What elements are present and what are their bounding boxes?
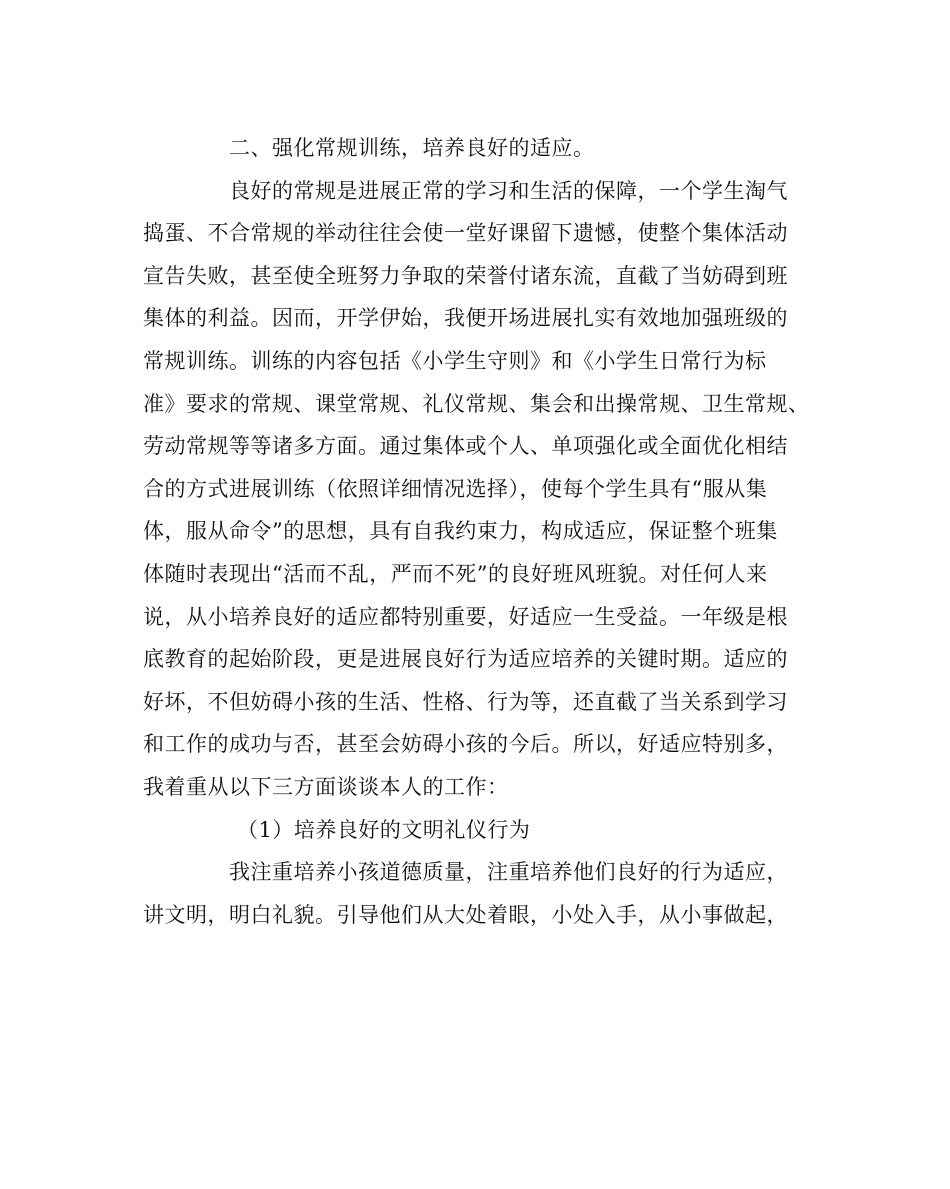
paragraph-line: 体随时表现出“活而不乱，严而不死”的良好班风班貌。对任何人来	[143, 561, 768, 586]
paragraph-line: 劳动常规等等诸多方面。通过集体或个人、单项强化或全面优化相结	[143, 434, 788, 459]
paragraph-line: 和工作的成功与否，甚至会妨碍小孩的今后。所以，好适应特别多，	[143, 732, 788, 757]
paragraph-line: 说，从小培养良好的适应都特别重要，好适应一生受益。一年级是根	[143, 604, 788, 629]
paragraph-line: 集体的利益。因而，开学伊始，我便开场进展扎实有效地加强班级的	[143, 306, 788, 331]
subsection-heading: （1）培养良好的文明礼仪行为	[237, 817, 531, 842]
paragraph-line: 常规训练。训练的内容包括《小学生守则》和《小学生日常行为标	[143, 348, 767, 373]
section-heading: 二、强化常规训练，培养良好的适应。	[229, 136, 595, 160]
paragraph-line: 体，服从命令”的思想，具有自我约束力，构成适应，保证整个班集	[143, 519, 778, 544]
paragraph-line: 准》要求的常规、课堂常规、礼仪常规、集会和出操常规、卫生常规、	[143, 391, 810, 416]
document-body	[143, 127, 810, 936]
paragraph-line: 底教育的起始阶段，更是进展良好行为适应培养的关键时期。适应的	[143, 647, 788, 672]
paragraph-line: 讲文明，明白礼貌。引导他们从大处着眼，小处入手，从小事做起，	[143, 902, 788, 927]
paragraph-line: 合的方式进展训练（依照详细情况选择），使每个学生具有“服从集	[143, 476, 768, 501]
paragraph-line: 好坏，不但妨碍小孩的生活、性格、行为等，还直截了当关系到学习	[143, 689, 788, 714]
paragraph-line: 我着重从以下三方面谈谈本人的工作：	[143, 774, 509, 799]
paragraph-line: 宣告失败，甚至使全班努力争取的荣誉付诸东流，直截了当妨碍到班	[143, 263, 788, 288]
paragraph-line: 良好的常规是进展正常的学习和生活的保障，一个学生淘气	[229, 178, 788, 203]
paragraph-line: 捣蛋、不合常规的举动往往会使一堂好课留下遗憾，使整个集体活动	[143, 221, 788, 246]
paragraph-line: 我注重培养小孩道德质量，注重培养他们良好的行为适应，	[229, 860, 788, 885]
